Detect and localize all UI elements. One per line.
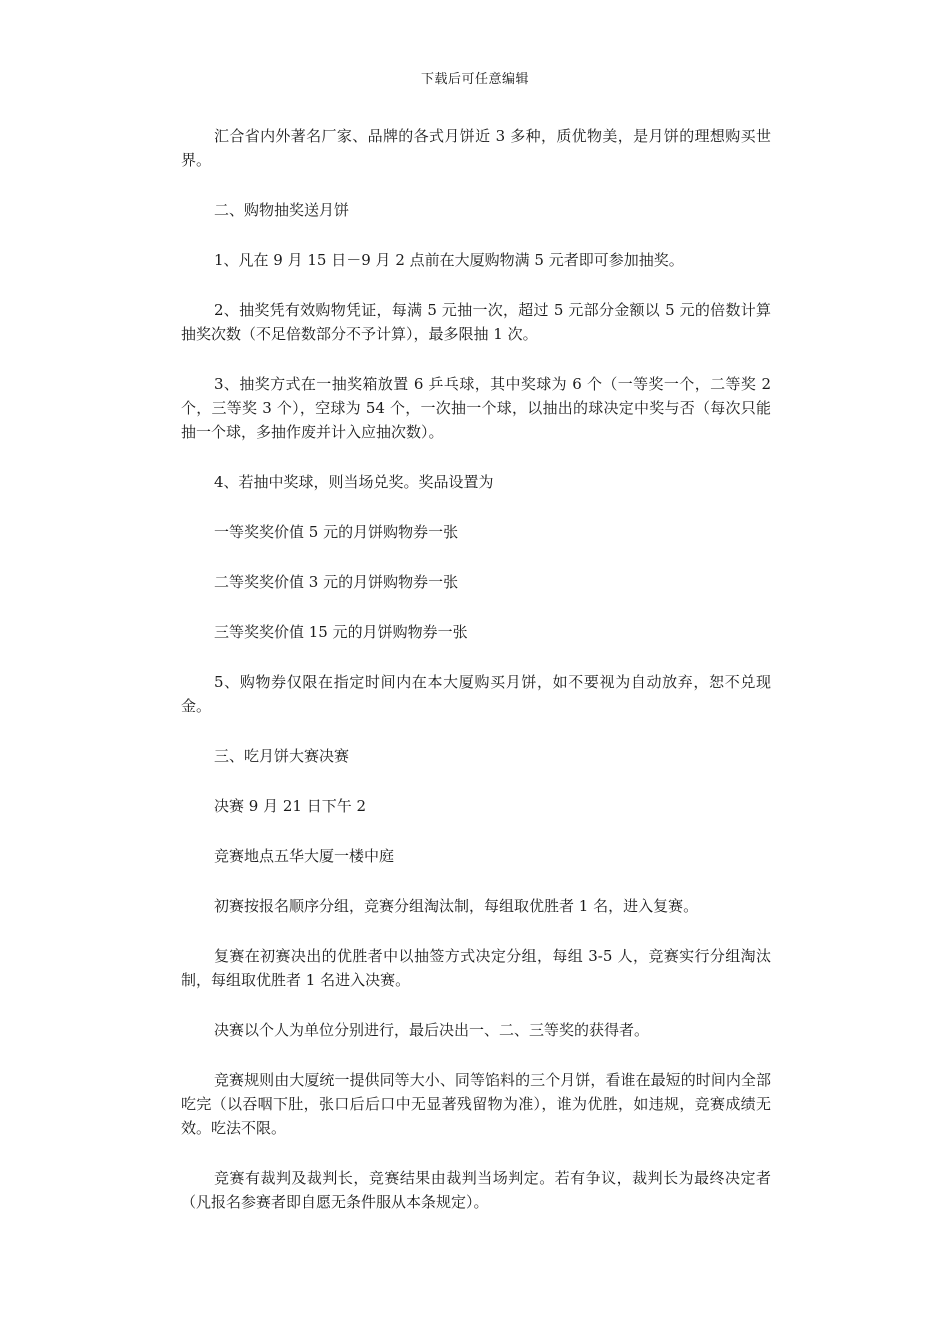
paragraph-rule-3: 3、抽奖方式在一抽奖箱放置 6 乒乓球，其中奖球为 6 个（一等奖一个，二等奖 2 个，三等奖 3 个），空球为 54 个，一次抽一个球，以抽出的球决定中奖与否（每次只能抽一个球，多抽作废并计入应抽次数）。 [181,375,771,441]
paragraph-final: 决赛以个人为单位分别进行，最后决出一、二、三等奖的获得者。 [214,1021,650,1039]
section-heading-lottery: 二、购物抽奖送月饼 [214,201,350,219]
paragraph-rule-2: 2、抽奖凭有效购物凭证，每满 5 元抽一次，超过 5 元部分金额以 5 元的倍数计算抽奖次数（不足倍数部分不予计算），最多限抽 1 次。 [181,301,771,343]
paragraph-contest-rules: 竞赛规则由大厦统一提供同等大小、同等馅料的三个月饼，看谁在最短的时间内全部吃完（以吞咽下肚，张口后后口中无显著残留物为准），谁为优胜，如违规，竞赛成绩无效。吃法不限。 [181,1071,771,1137]
prize-second: 二等奖奖价值 3 元的月饼购物券一张 [214,573,459,591]
prize-third: 三等奖奖价值 15 元的月饼购物券一张 [214,623,468,641]
paragraph-referee: 竞赛有裁判及裁判长，竞赛结果由裁判当场判定。若有争议，裁判长为最终决定者（凡报名参赛者即自愿无条件服从本条规定）。 [181,1169,771,1211]
paragraph-preliminary: 初赛按报名顺序分组，竞赛分组淘汰制，每组取优胜者 1 名，进入复赛。 [214,897,699,915]
page-header-note: 下载后可任意编辑 [420,72,529,87]
paragraph-final-time: 决赛 9 月 21 日下午 2 [214,797,367,815]
document-body [181,124,771,1240]
paragraph-rule-5: 5、购物券仅限在指定时间内在本大厦购买月饼，如不要视为自动放弃，恕不兑现金。 [181,673,771,715]
paragraph-intro: 汇合省内外著名厂家、品牌的各式月饼近 3 多种，质优物美，是月饼的理想购买世界。 [181,127,771,169]
section-heading-contest: 三、吃月饼大赛决赛 [214,747,350,765]
paragraph-venue: 竞赛地点五华大厦一楼中庭 [214,847,395,865]
paragraph-rule-1: 1、凡在 9 月 15 日－9 月 2 点前在大厦购物满 5 元者即可参加抽奖。 [214,251,684,269]
paragraph-semifinal: 复赛在初赛决出的优胜者中以抽签方式决定分组，每组 3-5 人，竞赛实行分组淘汰制，每组取优胜者 1 名进入决赛。 [181,947,771,989]
prize-first: 一等奖奖价值 5 元的月饼购物券一张 [214,523,459,541]
paragraph-rule-4: 4、若抽中奖球，则当场兑奖。奖品设置为 [214,473,494,491]
